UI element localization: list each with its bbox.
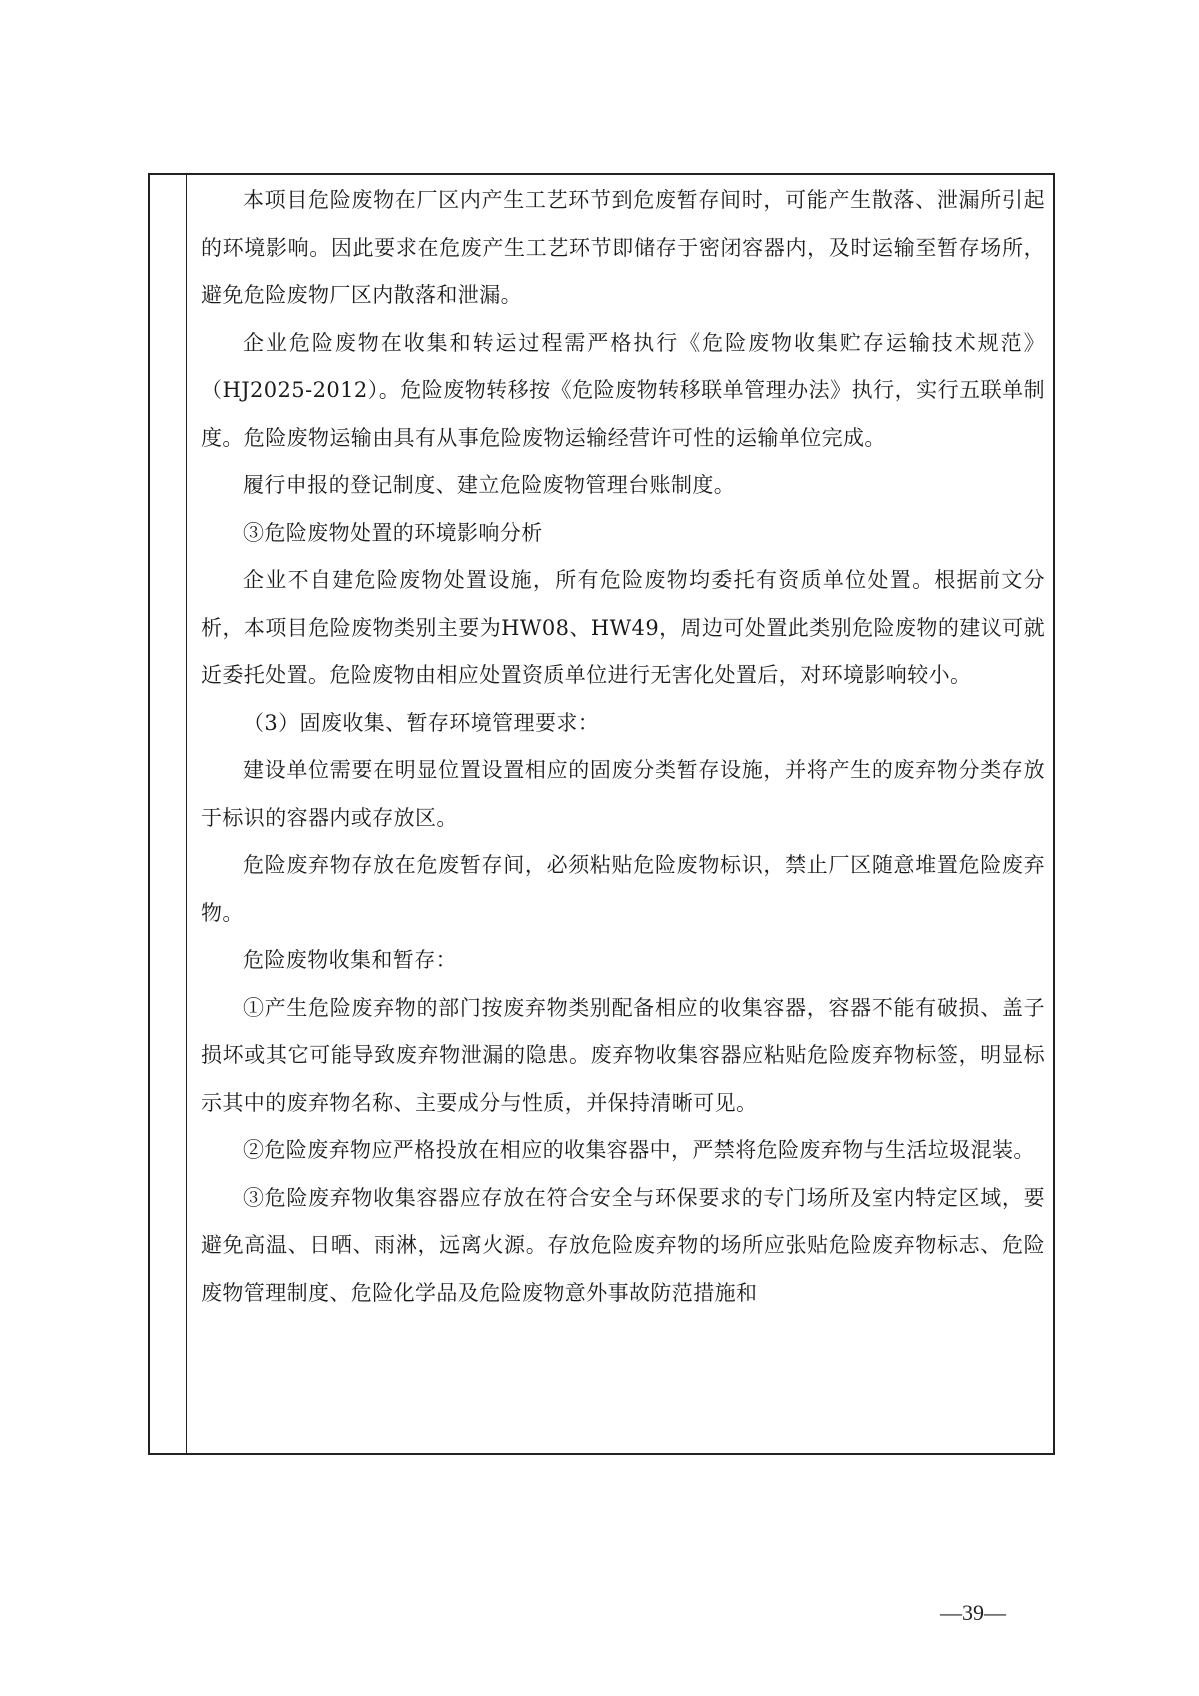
- paragraph-1: 本项目危险废物在厂区内产生工艺环节到危废暂存间时，可能产生散落、泄漏所引起的环境影响。因此要求在危废产生工艺环节即储存于密闭容器内，及时运输至暂存场所，避免危险废物厂区内散落和泄漏。: [201, 188, 1045, 307]
- paragraph-6: （3）固废收集、暂存环境管理要求：: [243, 710, 600, 735]
- table-content-cell: [187, 175, 1053, 1453]
- page-number: —39—: [940, 1600, 1006, 1625]
- paragraph-5: 企业不自建危险废物处置设施，所有危险废物均委托有资质单位处置。根据前文分析，本项目危险废物类别主要为HW08、HW49，周边可处置此类别危险废物的建议可就近委托处置。危险废物由相应处置资质单位进行无害化处置后，对环境影响较小。: [201, 568, 1045, 687]
- paragraph-4: ③危险废物处置的环境影响分析: [243, 520, 543, 545]
- paragraph-7: 建设单位需要在明显位置设置相应的固废分类暂存设施，并将产生的废弃物分类存放于标识的容器内或存放区。: [201, 758, 1045, 830]
- paragraph-10: ①产生危险废弃物的部门按废弃物类别配备相应的收集容器，容器不能有破损、盖子损坏或其它可能导致废弃物泄漏的隐患。废弃物收集容器应粘贴危险废弃物标签，明显标示其中的废弃物名称、主要成分与性质，并保持清晰可见。: [201, 995, 1045, 1115]
- paragraph-11: ②危险废弃物应严格投放在相应的收集容器中，严禁将危险废弃物与生活垃圾混装。: [243, 1138, 1035, 1162]
- paragraph-3: 履行申报的登记制度、建立危险废物管理台账制度。: [243, 473, 736, 497]
- paragraph-8: 危险废弃物存放在危废暂存间，必须粘贴危险废物标识，禁止厂区随意堆置危险废弃物。: [201, 853, 1045, 925]
- document-table: [148, 173, 1055, 1455]
- paragraph-2: 企业危险废物在收集和转运过程需严格执行《危险废物收集贮存运输技术规范》（HJ2025-2012）。危险废物转移按《危险废物转移联单管理办法》执行，实行五联单制度。危险废物运输由具有从事危险废物运输经营许可性的运输单位完成。: [201, 330, 1045, 450]
- paragraph-12: ③危险废弃物收集容器应存放在符合安全与环保要求的专门场所及室内特定区域，要避免高温、日晒、雨淋，远离火源。存放危险废弃物的场所应张贴危险废弃物标志、危险废物管理制度、危险化学品及危险废物意外事故防范措施和: [201, 1185, 1045, 1305]
- paragraph-9: 危险废物收集和暂存：: [243, 948, 457, 972]
- table-left-column: [150, 175, 187, 1453]
